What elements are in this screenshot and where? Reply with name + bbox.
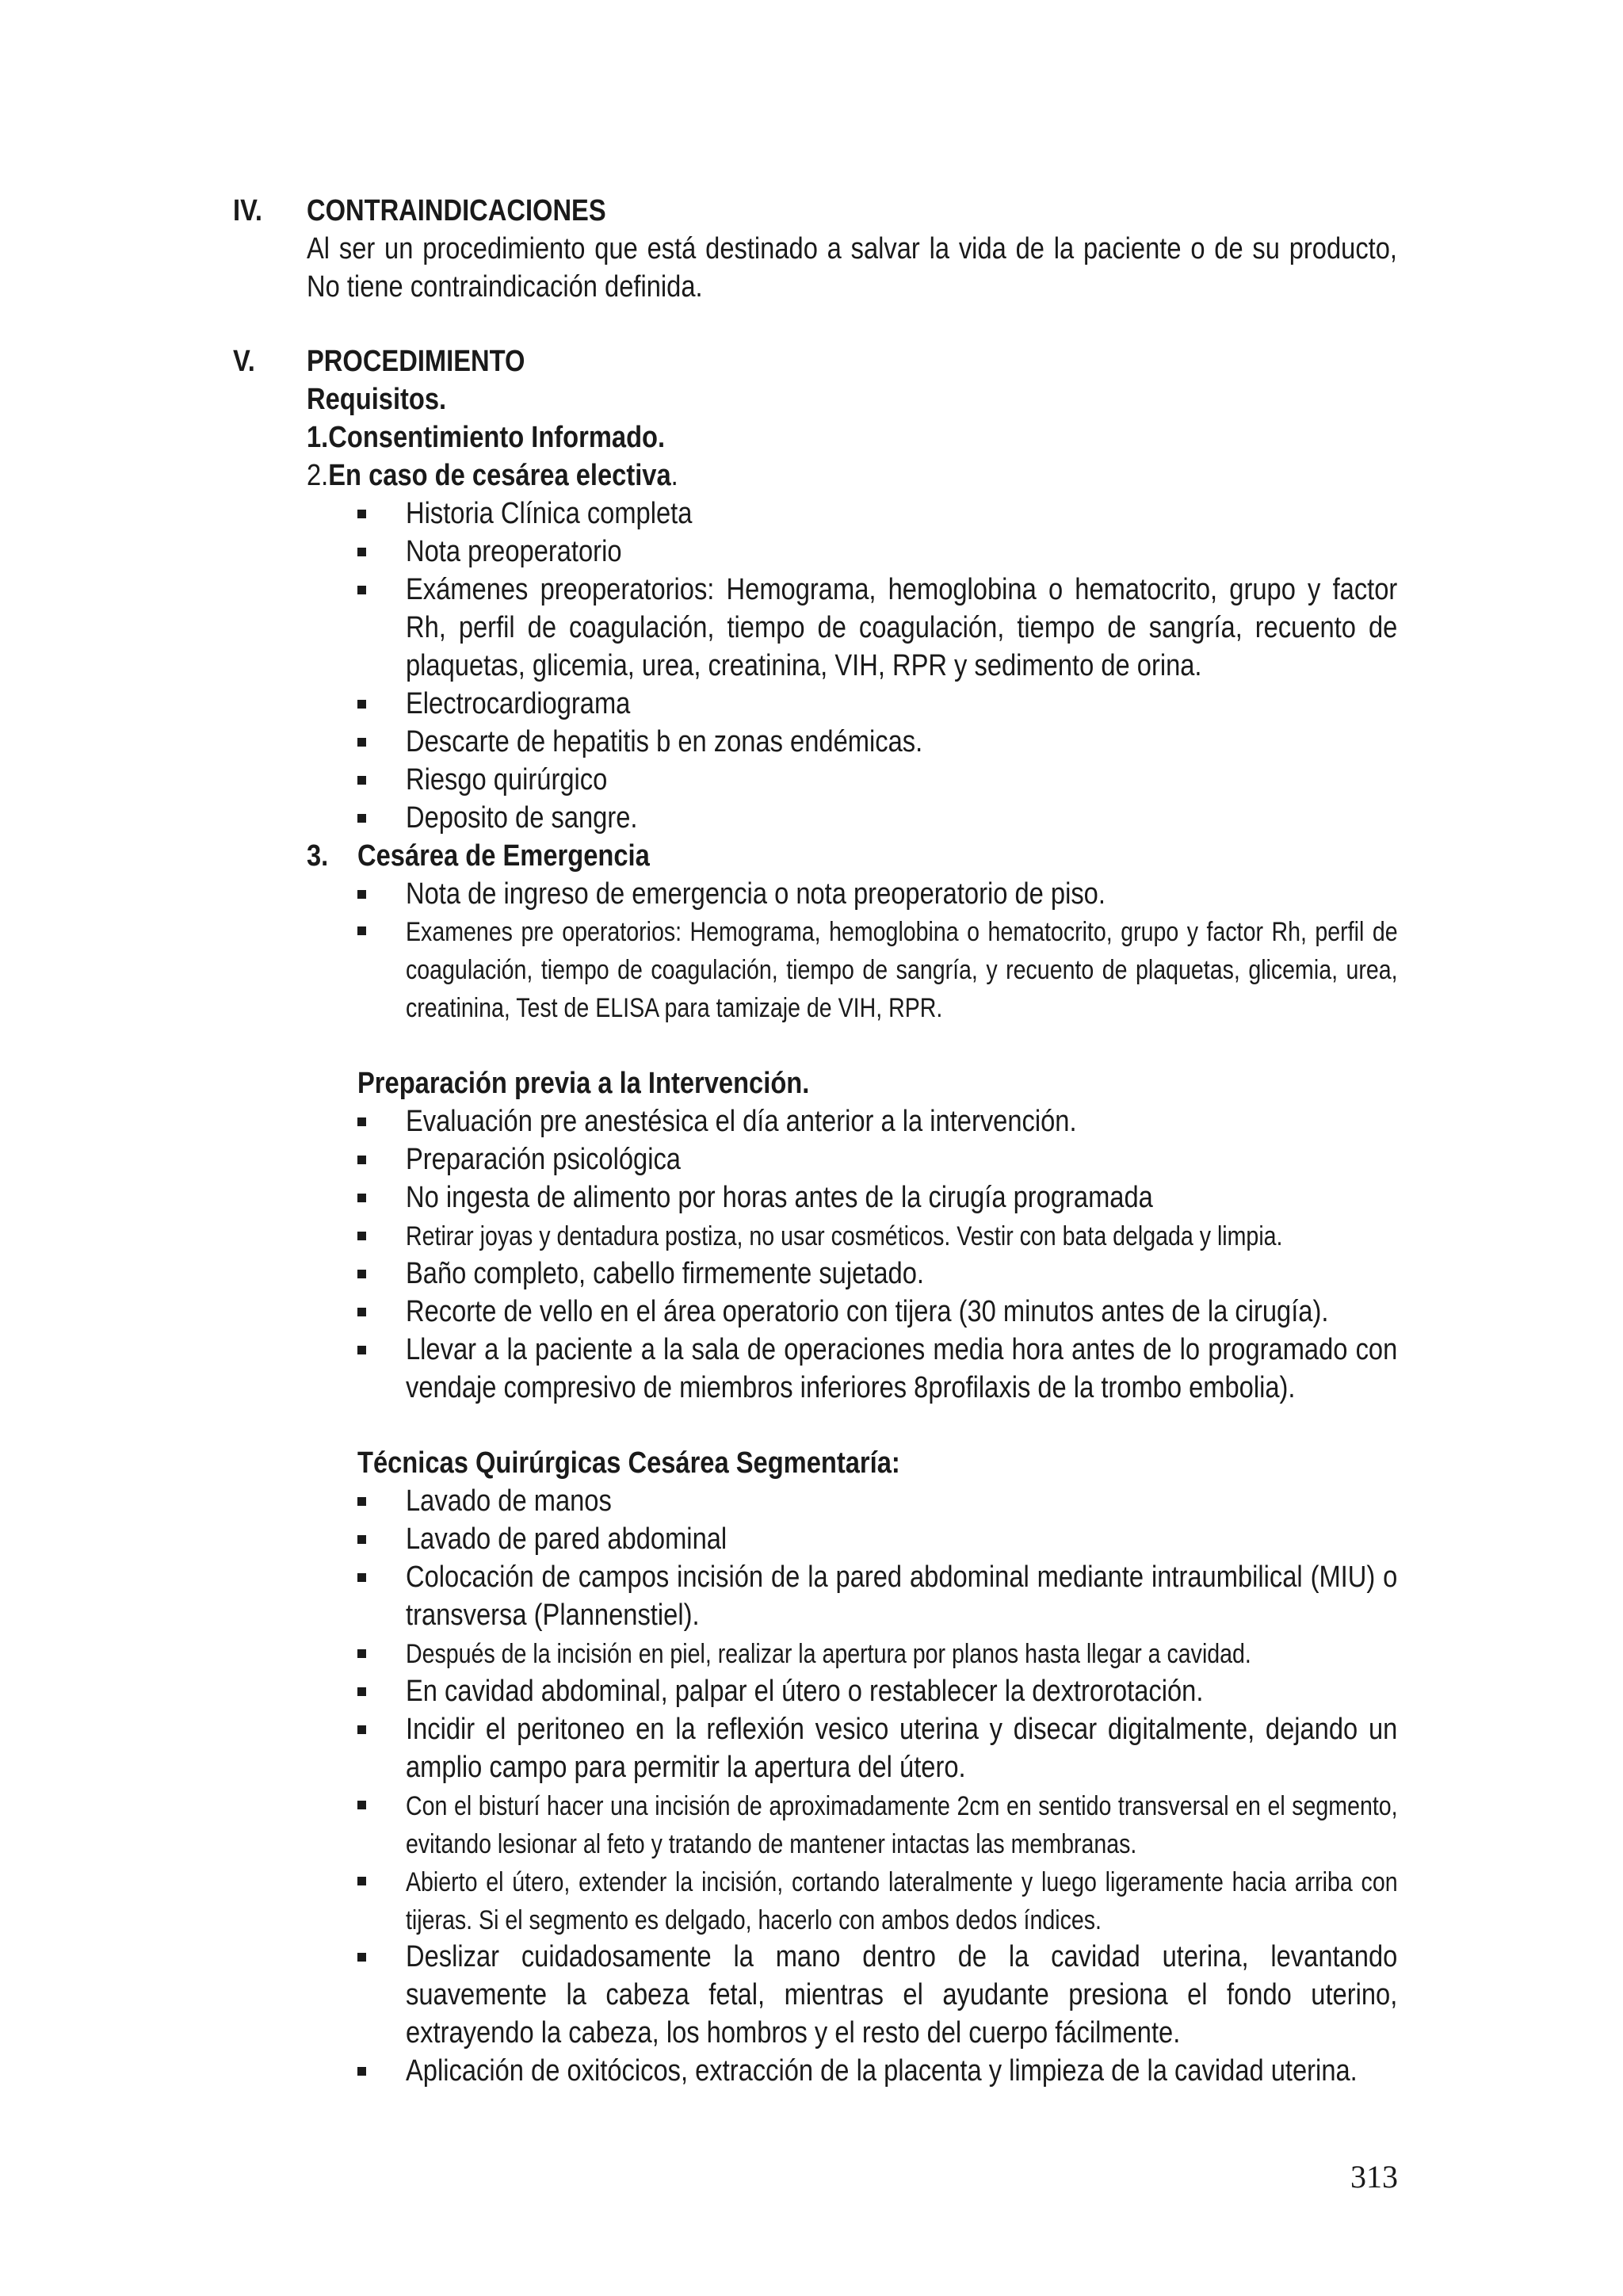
section-iv-paragraph: [307, 230, 1397, 306]
bullet-icon: [357, 1156, 366, 1164]
bullet-icon: [357, 1687, 366, 1696]
tecnicas-heading: Técnicas Quirúrgicas Cesárea Segmentaría:: [357, 1446, 900, 1480]
section-v-title: PROCEDIMIENTO: [307, 345, 525, 378]
preparacion-bullet: Recorte de vello en el área operatorio con tijera (30 minutos antes de la cirugía).: [406, 1295, 1329, 1328]
bullet-icon: [357, 1953, 366, 1962]
bullet-icon: [357, 510, 366, 518]
bullet-icon: [357, 548, 366, 556]
item-2-electiva: [307, 457, 678, 495]
item-3-number: 3.: [307, 839, 329, 873]
preparacion-bullet: Evaluación pre anestésica el día anterior a la intervención.: [406, 1105, 1077, 1138]
electiva-bullet: Electrocardiograma: [406, 687, 631, 720]
preparacion-bullet: Retirar joyas y dentadura postiza, no usar cosméticos. Vestir con bata delgada y limpia.: [406, 1221, 1283, 1251]
bullet-icon: [357, 890, 366, 899]
emergencia-bullet-block: [406, 913, 1397, 1027]
preparacion-bullet: Llevar a la paciente a la sala de operaciones media hora antes de lo programado con vendaje compresivo de miembros inferiores 8profilaxis de la trombo embolia).: [406, 1333, 1398, 1404]
item-2-number: 2.: [307, 459, 329, 492]
bullet-icon: [357, 1649, 366, 1658]
tecnicas-bullet-block: [406, 1787, 1397, 1863]
preparacion-bullet: Baño completo, cabello firmemente sujetado.: [406, 1257, 924, 1290]
electiva-bullet: Nota preoperatorio: [406, 535, 622, 568]
bullet-icon: [357, 1308, 366, 1316]
bullet-icon: [357, 1801, 366, 1809]
tecnicas-bullet: En cavidad abdominal, palpar el útero o restablecer la dextrorotación.: [406, 1675, 1204, 1708]
emergencia-bullet: Examenes pre operatorios: Hemograma, hemoglobina o hematocrito, grupo y factor Rh, perfil de coagulación, tiempo de coagulación, tiempo de sangría, y recuento de plaquetas, glicemia, urea, creatinina, Test de ELISA para tamizaje de VIH, RPR.: [406, 917, 1398, 1023]
tecnicas-bullet: Con el bisturí hacer una incisión de aproximadamente 2cm en sentido transversal en el segmento, evitando lesionar al feto y tratando de mantener intactas las membranas.: [406, 1791, 1398, 1859]
tecnicas-bullet: Lavado de pared abdominal: [406, 1522, 727, 1556]
electiva-bullet: Descarte de hepatitis b en zonas endémicas.: [406, 725, 923, 758]
bullet-icon: [357, 700, 366, 709]
electiva-bullet: Riesgo quirúrgico: [406, 763, 608, 797]
preparacion-bullet: Preparación psicológica: [406, 1143, 681, 1176]
section-v-number: V.: [233, 345, 255, 378]
bullet-icon: [357, 1535, 366, 1544]
bullet-icon: [357, 1232, 366, 1240]
preparacion-bullet-block: [406, 1331, 1397, 1407]
bullet-icon: [357, 1877, 366, 1885]
bullet-icon: [357, 1270, 366, 1278]
tecnicas-bullet: Lavado de manos: [406, 1484, 612, 1518]
electiva-bullet: Historia Clínica completa: [406, 497, 693, 530]
tecnicas-bullet: Incidir el peritoneo en la reflexión vesico uterina y disecar digitalmente, dejando un amplio campo para permitir la apertura del útero.: [406, 1713, 1398, 1784]
bullet-icon: [357, 1194, 366, 1202]
tecnicas-bullet: Después de la incisión en piel, realizar la apertura por planos hasta llegar a cavidad.: [406, 1639, 1251, 1669]
bullet-icon: [357, 1497, 366, 1506]
tecnicas-bullet: Deslizar cuidadosamente la mano dentro de la cavidad uterina, levantando suavemente la cabeza fetal, mientras el ayudante presiona el fondo uterino, extrayendo la cabeza, los hombros y el resto del cuerpo fácilmente.: [406, 1940, 1398, 2050]
bullet-icon: [357, 2067, 366, 2076]
tecnicas-bullet-block: [406, 1558, 1397, 1634]
bullet-icon: [357, 586, 366, 594]
item-2-tail: .: [670, 459, 678, 492]
bullet-icon: [357, 1117, 366, 1126]
tecnicas-bullet-block: [406, 1863, 1397, 1939]
emergencia-bullet: Nota de ingreso de emergencia o nota preoperatorio de piso.: [406, 877, 1106, 911]
section-iv-text: Al ser un procedimiento que está destinado a salvar la vida de la paciente o de su producto, No tiene contraindicación definida.: [307, 232, 1397, 304]
electiva-bullet: Exámenes preoperatorios: Hemograma, hemoglobina o hematocrito, grupo y factor Rh, perfil de coagulación, tiempo de coagulación, tiempo de sangría, recuento de plaquetas, glicemia, urea, creatinina, VIH, RPR y sedimento de orina.: [406, 573, 1398, 682]
tecnicas-bullet: Colocación de campos incisión de la pared abdominal mediante intraumbilical (MIU) o transversa (Plannenstiel).: [406, 1561, 1398, 1632]
section-iv-number: IV.: [233, 194, 262, 227]
requisitos-heading: Requisitos.: [307, 383, 447, 416]
bullet-icon: [357, 814, 366, 823]
item-2-title: En caso de cesárea electiva: [328, 459, 671, 492]
bullet-icon: [357, 1573, 366, 1582]
bullet-icon: [357, 1346, 366, 1354]
bullet-icon: [357, 1725, 366, 1734]
bullet-icon: [357, 926, 366, 935]
tecnicas-bullet: Abierto el útero, extender la incisión, cortando lateralmente y luego ligeramente hacia arriba con tijeras. Si el segmento es delgado, hacerlo con ambos dedos índices.: [406, 1867, 1398, 1935]
tecnicas-bullet: Aplicación de oxitócicos, extracción de la placenta y limpieza de la cavidad uterina.: [406, 2054, 1358, 2088]
electiva-bullet: Deposito de sangre.: [406, 801, 638, 835]
page-number: 313: [1350, 2159, 1398, 2195]
tecnicas-bullet-block: [406, 1710, 1397, 1786]
tecnicas-bullet-block: [406, 1938, 1397, 2052]
item-1-consentimiento: 1.Consentimiento Informado.: [307, 421, 666, 454]
item-3-title: Cesárea de Emergencia: [357, 839, 650, 873]
preparacion-bullet: No ingesta de alimento por horas antes de la cirugía programada: [406, 1181, 1153, 1214]
section-iv-title: CONTRAINDICACIONES: [307, 194, 606, 227]
preparacion-heading: Preparación previa a la Intervención.: [357, 1067, 810, 1100]
bullet-icon: [357, 776, 366, 785]
bullet-icon: [357, 738, 366, 747]
electiva-bullet-block: [406, 571, 1397, 685]
